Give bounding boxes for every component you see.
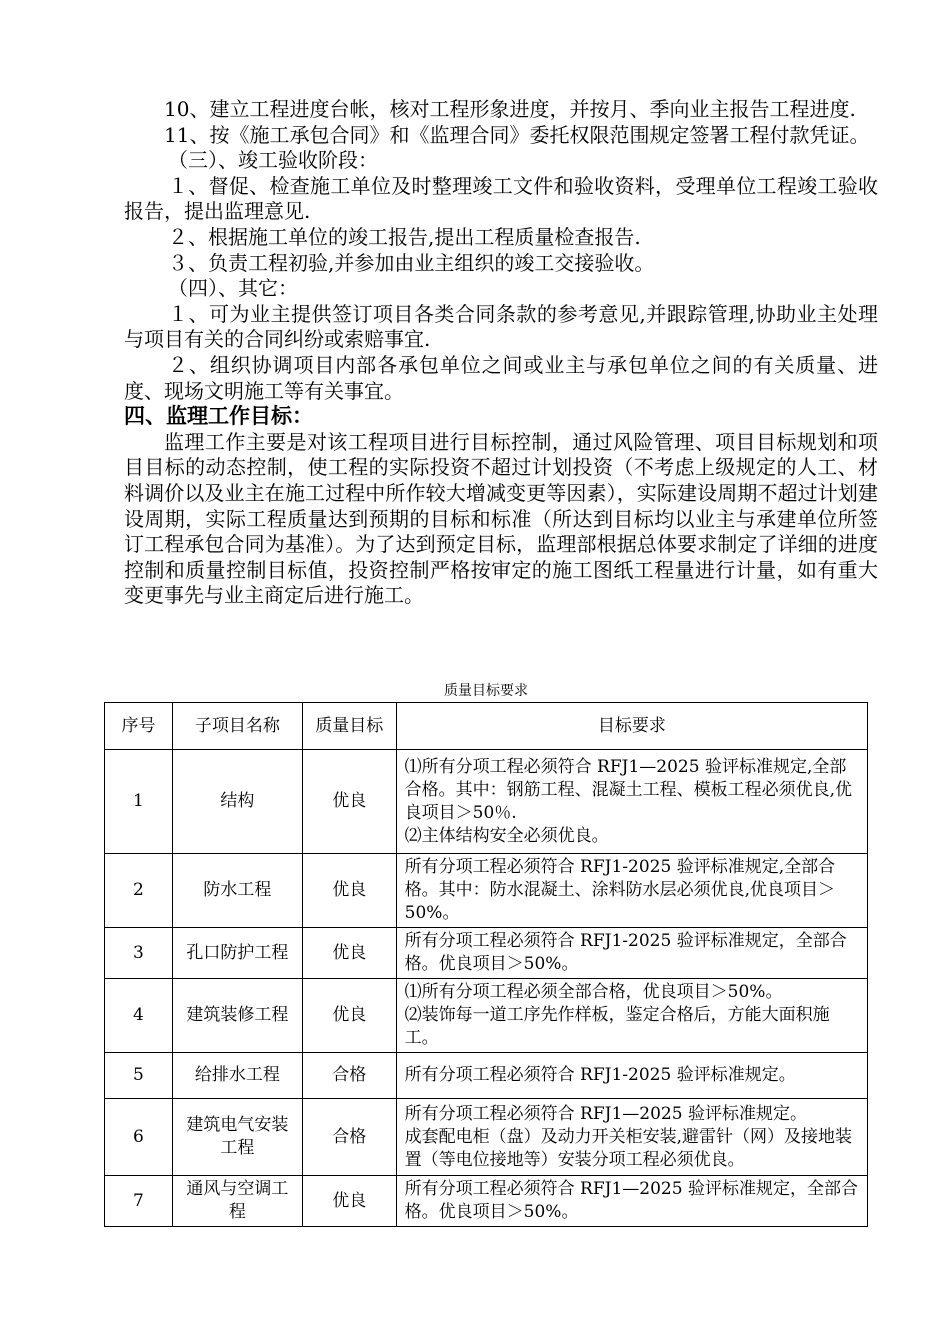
requirement-line: 所有分项工程必须符合 RFJ1-2025 验评标准规定，全部合格。优良项目＞50%。 [404, 931, 847, 974]
row-number: 2 [105, 854, 173, 928]
table-caption: 质量目标要求 [444, 683, 528, 699]
header-no: 序号 [105, 703, 173, 750]
header-target: 质量目标 [302, 703, 396, 750]
target-requirement [396, 979, 867, 1053]
quality-target-table [104, 702, 868, 1227]
requirement-line: ⑵主体结构安全必须优良。 [404, 825, 609, 846]
paragraph: ２、组织协调项目内部各承包单位之间或业主与承包单位之间的有关质量、进度、现场文明施工等有关事宜。 [124, 352, 878, 403]
quality-target: 优良 [302, 750, 396, 854]
quality-target: 优良 [302, 854, 396, 928]
quality-target: 合格 [302, 1053, 396, 1099]
target-requirement [396, 750, 867, 854]
header-requirement: 目标要求 [396, 703, 867, 750]
paragraph-list [124, 97, 878, 404]
subproject-name: 建筑装修工程 [172, 979, 302, 1053]
quality-target: 优良 [302, 928, 396, 979]
paragraph: ３、负责工程初验,并参加由业主组织的竣工交接验收。 [168, 250, 655, 275]
table-row [105, 1176, 868, 1227]
subproject-name: 通风与空调工程 [172, 1176, 302, 1227]
table-row [105, 928, 868, 979]
subproject-name: 给排水工程 [172, 1053, 302, 1099]
requirement-line: 所有分项工程必须符合 RFJ1—2025 验评标准规定。 [404, 1103, 807, 1124]
row-number: 3 [105, 928, 173, 979]
subproject-name: 建筑电气安装工程 [172, 1099, 302, 1176]
target-requirement [396, 854, 867, 928]
table-row [105, 1099, 868, 1176]
row-number: 7 [105, 1176, 173, 1227]
requirement-line: ⑴所有分项工程必须全部合格，优良项目＞50%。 [404, 982, 783, 1002]
target-requirement [396, 1176, 867, 1227]
target-requirement [396, 928, 867, 979]
paragraph: （四）、其它： [168, 276, 298, 301]
paragraph: ２、根据施工单位的竣工报告,提出工程质量检查报告. [168, 224, 641, 249]
header-name: 子项目名称 [172, 703, 302, 750]
paragraph: １、可为业主提供签订项目各类合同条款的参考意见,并跟踪管理,协助业主处理与项目有关的合同纠纷或索赔事宜. [124, 301, 878, 352]
requirement-line: 所有分项工程必须符合 RFJ1-2025 验评标准规定,全部合格。其中：防水混凝土、涂料防水层必须优良,优良项目＞50%。 [404, 857, 836, 923]
quality-target: 优良 [302, 1176, 396, 1227]
subproject-name: 结构 [172, 750, 302, 854]
requirement-line: ⑵装饰每一道工序先作样板，鉴定合格后，方能大面积施工。 [404, 1005, 830, 1048]
requirement-line: 所有分项工程必须符合 RFJ1-2025 验评标准规定。 [404, 1065, 796, 1085]
subproject-name: 防水工程 [172, 854, 302, 928]
row-number: 4 [105, 979, 173, 1053]
table-row [105, 750, 868, 854]
document-body [124, 97, 878, 609]
paragraph: 11、按《施工承包合同》和《监理合同》委托权限范围规定签署工程付款凭证。 [164, 122, 870, 147]
section-heading: 四、监理工作目标： [124, 404, 313, 429]
subproject-name: 孔口防护工程 [172, 928, 302, 979]
requirement-line: 成套配电柜（盘）及动力开关柜安装,避雷针（网）及接地装置（等电位接地等）安装分项工程必须优良。 [404, 1126, 853, 1170]
table-row [105, 1053, 868, 1099]
row-number: 5 [105, 1053, 173, 1099]
requirement-line: 所有分项工程必须符合 RFJ1—2025 验评标准规定，全部合格。优良项目＞50%。 [404, 1179, 858, 1222]
target-requirement [396, 1053, 867, 1099]
table-header-row [105, 703, 868, 750]
quality-target: 合格 [302, 1099, 396, 1176]
paragraph: （三）、竣工验收阶段： [168, 148, 378, 173]
quality-target: 优良 [302, 979, 396, 1053]
body-paragraph: 监理工作主要是对该工程项目进行目标控制，通过风险管理、项目目标规划和项目目标的动态控制，使工程的实际投资不超过计划投资（不考虑上级规定的人工、材料调价以及业主在施工过程中所作较大增减变更等因素），实际建设周期不超过计划建设周期，实际工程质量达到预期的目标和标准（所达到目标均以业主与承建单位所签订工程承包合同为基准）。为了达到预定目标，监理部根据总体要求制定了详细的进度控制和质量控制目标值，投资控制严格按审定的施工图纸工程量进行计量，如有重大变更事先与业主商定后进行施工。 [124, 429, 878, 608]
table-row [105, 979, 868, 1053]
paragraph: １、督促、检查施工单位及时整理竣工文件和验收资料，受理单位工程竣工验收报告，提出监理意见. [124, 173, 878, 224]
paragraph: 10、建立工程进度台帐，核对工程形象进度，并按月、季向业主报告工程进度. [164, 97, 856, 121]
requirement-line: ⑴所有分项工程必须符合 RFJ1—2025 验评标准规定,全部合格。其中：钢筋工程、混凝土工程、模板工程必须优良,优良项目＞50％. [404, 756, 853, 823]
row-number: 6 [105, 1099, 173, 1176]
table-row [105, 854, 868, 928]
target-requirement [396, 1099, 867, 1176]
row-number: 1 [105, 750, 173, 854]
